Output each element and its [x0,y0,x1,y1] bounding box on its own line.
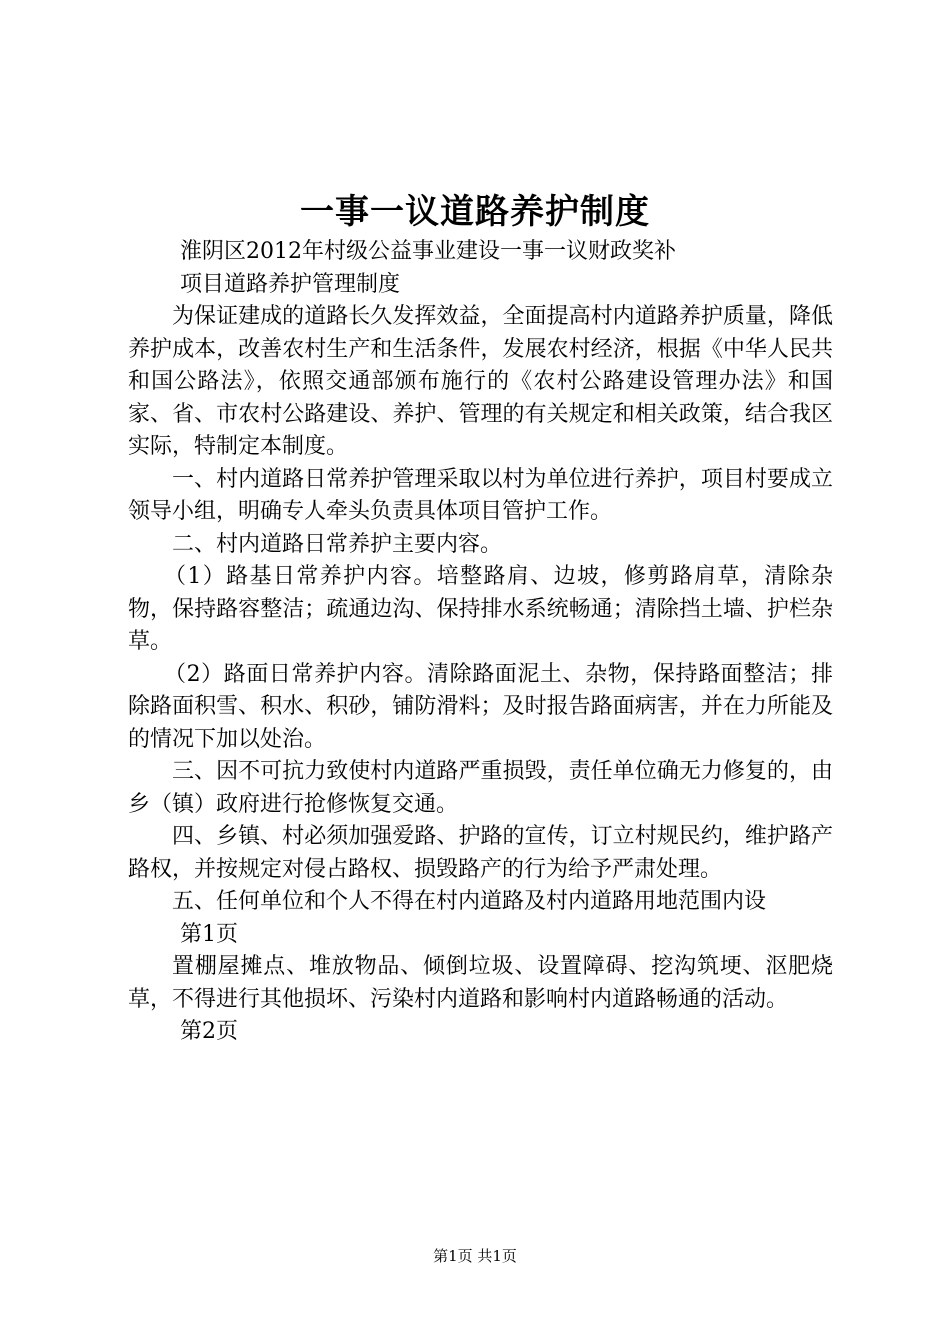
page-mark-2: 第2页 [180,1019,238,1044]
paragraph-item-1: 一、村内道路日常养护管理采取以村为单位进行养护，项目村要成立领导小组，明确专人牵头负责具体项目管护工作。 [128,466,833,524]
paragraph-item-2-2: （2）路面日常养护内容。清除路面泥土、杂物，保持路面整洁；排除路面积雪、积水、积砂，铺防滑料；及时报告路面病害，并在力所能及的情况下加以处治。 [128,661,833,752]
paragraph-item-3: 三、因不可抗力致使村内道路严重损毁，责任单位确无力修复的，由乡（镇）政府进行抢修恢复交通。 [128,759,833,817]
document-title: 一事一议道路养护制度 [300,192,650,232]
page-mark-1: 第1页 [180,921,238,947]
paragraph-item-4: 四、乡镇、村必须加强爱路、护路的宣传，订立村规民约，维护路产路权，并按规定对侵占路权、损毁路产的行为给予严肃处理。 [128,824,833,882]
subtitle-line-2: 项目道路养护管理制度 [180,271,401,297]
paragraph-item-5: 五、任何单位和个人不得在村内道路及村内道路用地范围内设 [172,889,767,914]
paragraph-item-2-1: （1）路基日常养护内容。培整路肩、边坡，修剪路肩草，清除杂物，保持路容整洁；疏通边沟、保持排水系统畅通；清除挡土墙、护栏杂草。 [128,564,833,654]
paragraph-continuation: 置棚屋摊点、堆放物品、倾倒垃圾、设置障碍、挖沟筑埂、沤肥烧草，不得进行其他损坏、污染村内道路和影响村内道路畅通的活动。 [128,954,833,1012]
document-body [128,236,833,1049]
paragraph-intro: 为保证建成的道路长久发挥效益，全面提高村内道路养护质量，降低养护成本，改善农村生产和生活条件，发展农村经济，根据《中华人民共和国公路法》，依照交通部颁布施行的《农村公路建设管理办法》和国家、省、市农村公路建设、养护、管理的有关规定和相关政策，结合我区实际，特制定本制度。 [128,304,833,459]
paragraph-item-2: 二、村内道路日常养护主要内容。 [172,531,503,557]
subtitle-line-1: 淮阴区2012年村级公益事业建设一事一议财政奖补 [180,239,676,264]
page-footer: 第1页 共1页 [433,1247,517,1265]
